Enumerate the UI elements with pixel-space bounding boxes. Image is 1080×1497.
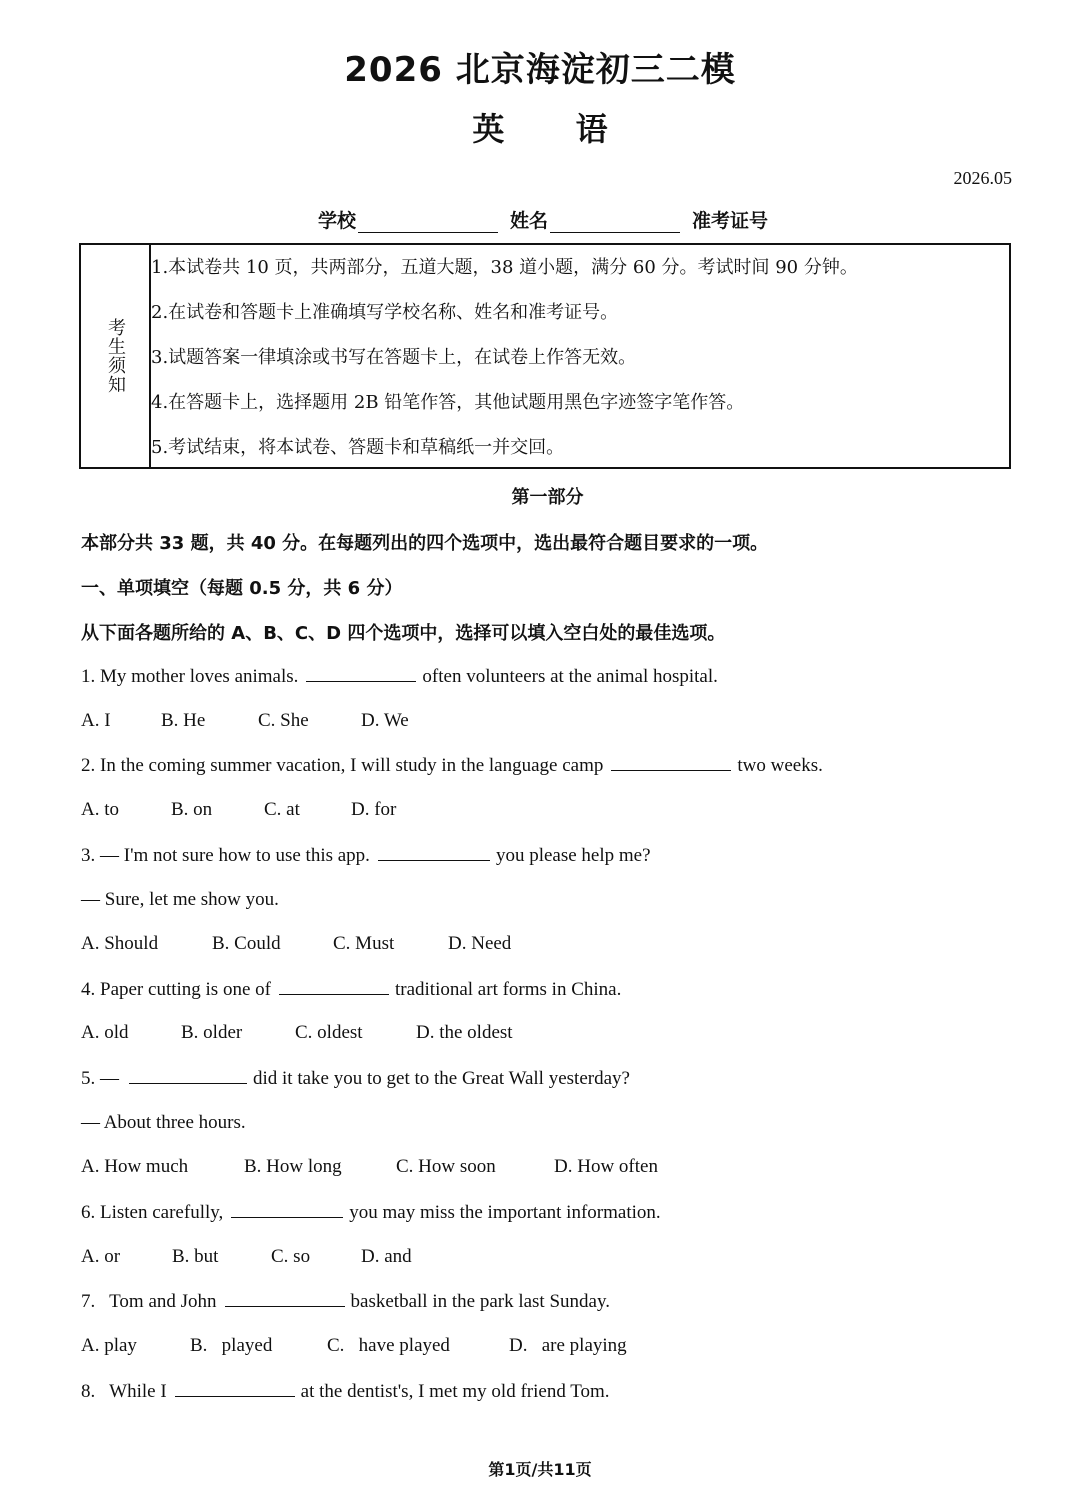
option-c: C. How soon [396,1156,496,1177]
notice-item: 2.在试卷和答题卡上准确填写学校名称、姓名和准考证号。 [151,302,619,323]
option-a: A. Should [81,933,159,954]
answer-blank [225,1290,345,1307]
question-stem-end: at the dentist's, I met my old friend Tom. [300,1381,610,1402]
part-intro: 本部分共 33 题，共 40 分。在每题列出的四个选项中，选出最符合题目要求的一项。 [81,533,769,554]
notice-item: 4.在答题卡上，选择题用 2B 铅笔作答，其他试题用黑色字迹签字笔作答。 [151,392,745,413]
question-stem: 7. Tom and John [81,1291,217,1312]
option-b: B. Could [212,933,281,954]
option-a: A. I [81,710,111,731]
option-a: A. or [81,1246,121,1267]
question-stem-end: you please help me? [495,845,651,866]
candidate-notice-box [79,243,1011,469]
option-c: C. have played [327,1335,450,1356]
school-blank [358,212,498,233]
question-stem-end: two weeks. [737,755,823,776]
question-8 [81,1380,610,1403]
question-3-reply: — Sure, let me show you. [81,889,279,910]
answer-blank [231,1201,343,1218]
exam-title: 2026 北京海淀初三二模 [344,50,736,90]
option-b: B. played [190,1335,273,1356]
name-label: 姓名 [510,210,549,232]
question-5 [81,1067,630,1090]
question-stem: 6. Listen carefully, [81,1202,224,1223]
answer-blank [378,844,490,861]
question-stem: 1. My mother loves animals. [81,666,299,687]
option-d: D. the oldest [416,1022,513,1043]
answer-blank [175,1380,295,1397]
section-heading: 一、单项填空（每题 0.5 分，共 6 分） [81,578,403,599]
notice-item: 5.考试结束，将本试卷、答题卡和草稿纸一并交回。 [151,437,565,458]
exam-date: 2026.05 [953,168,1012,188]
answer-blank [306,665,416,682]
option-d: D. are playing [509,1335,627,1356]
question-stem-end: basketball in the park last Sunday. [350,1291,610,1312]
option-b: B. older [181,1022,243,1043]
answer-blank [129,1067,247,1084]
option-b: B. but [172,1246,219,1267]
question-stem-end: you may miss the important information. [349,1202,661,1223]
option-b: B. on [171,799,213,820]
question-5-reply: — About three hours. [81,1112,246,1133]
question-6 [81,1201,661,1224]
notice-heading-cell [81,245,151,467]
option-d: D. for [351,799,397,820]
question-4 [81,978,621,1001]
question-stem: 2. In the coming summer vacation, I will study in the language camp [81,755,604,776]
question-stem: 4. Paper cutting is one of [81,979,271,1000]
school-label: 学校 [318,210,357,232]
option-c: C. at [264,799,300,820]
subject-title: 英 语 [472,110,608,148]
question-7 [81,1290,610,1313]
question-stem: 8. While I [81,1381,167,1402]
question-stem: 5. — [81,1068,119,1089]
option-a: A. play [81,1335,137,1356]
option-d: D. We [361,710,409,731]
notice-items [151,245,1009,467]
answer-blank [279,978,389,995]
option-a: A. old [81,1022,129,1043]
option-a: A. How much [81,1156,189,1177]
option-b: B. He [161,710,206,731]
notice-item: 1.本试卷共 10 页，共两部分，五道大题，38 道小题，满分 60 分。考试时间 90 分钟。 [151,257,858,278]
answer-blank [611,754,731,771]
section-instruction: 从下面各题所给的 A、B、C、D 四个选项中，选择可以填入空白处的最佳选项。 [81,623,726,644]
page-footer: 第1页/共11页 [488,1460,592,1479]
question-stem-end: traditional art forms in China. [394,979,622,1000]
option-a: A. to [81,799,119,820]
option-c: C. so [271,1246,311,1267]
student-info-fields [318,206,770,233]
option-b: B. How long [244,1156,342,1177]
question-1 [81,665,718,688]
question-stem: 3. — I'm not sure how to use this app. [81,845,370,866]
question-stem-end: did it take you to get to the Great Wall yesterday? [253,1068,630,1089]
question-2 [81,754,823,777]
question-3 [81,844,651,867]
exam-number-label: 准考证号 [692,210,769,232]
option-d: D. How often [554,1156,658,1177]
option-c: C. She [258,710,309,731]
notice-heading: 考生须知 [105,318,126,394]
name-blank [550,212,680,233]
part-title: 第一部分 [511,487,584,508]
option-c: C. oldest [295,1022,363,1043]
option-d: D. Need [448,933,512,954]
notice-item: 3.试题答案一律填涂或书写在答题卡上，在试卷上作答无效。 [151,347,637,368]
option-c: C. Must [333,933,395,954]
option-d: D. and [361,1246,412,1267]
question-stem-end: often volunteers at the animal hospital. [422,666,718,687]
